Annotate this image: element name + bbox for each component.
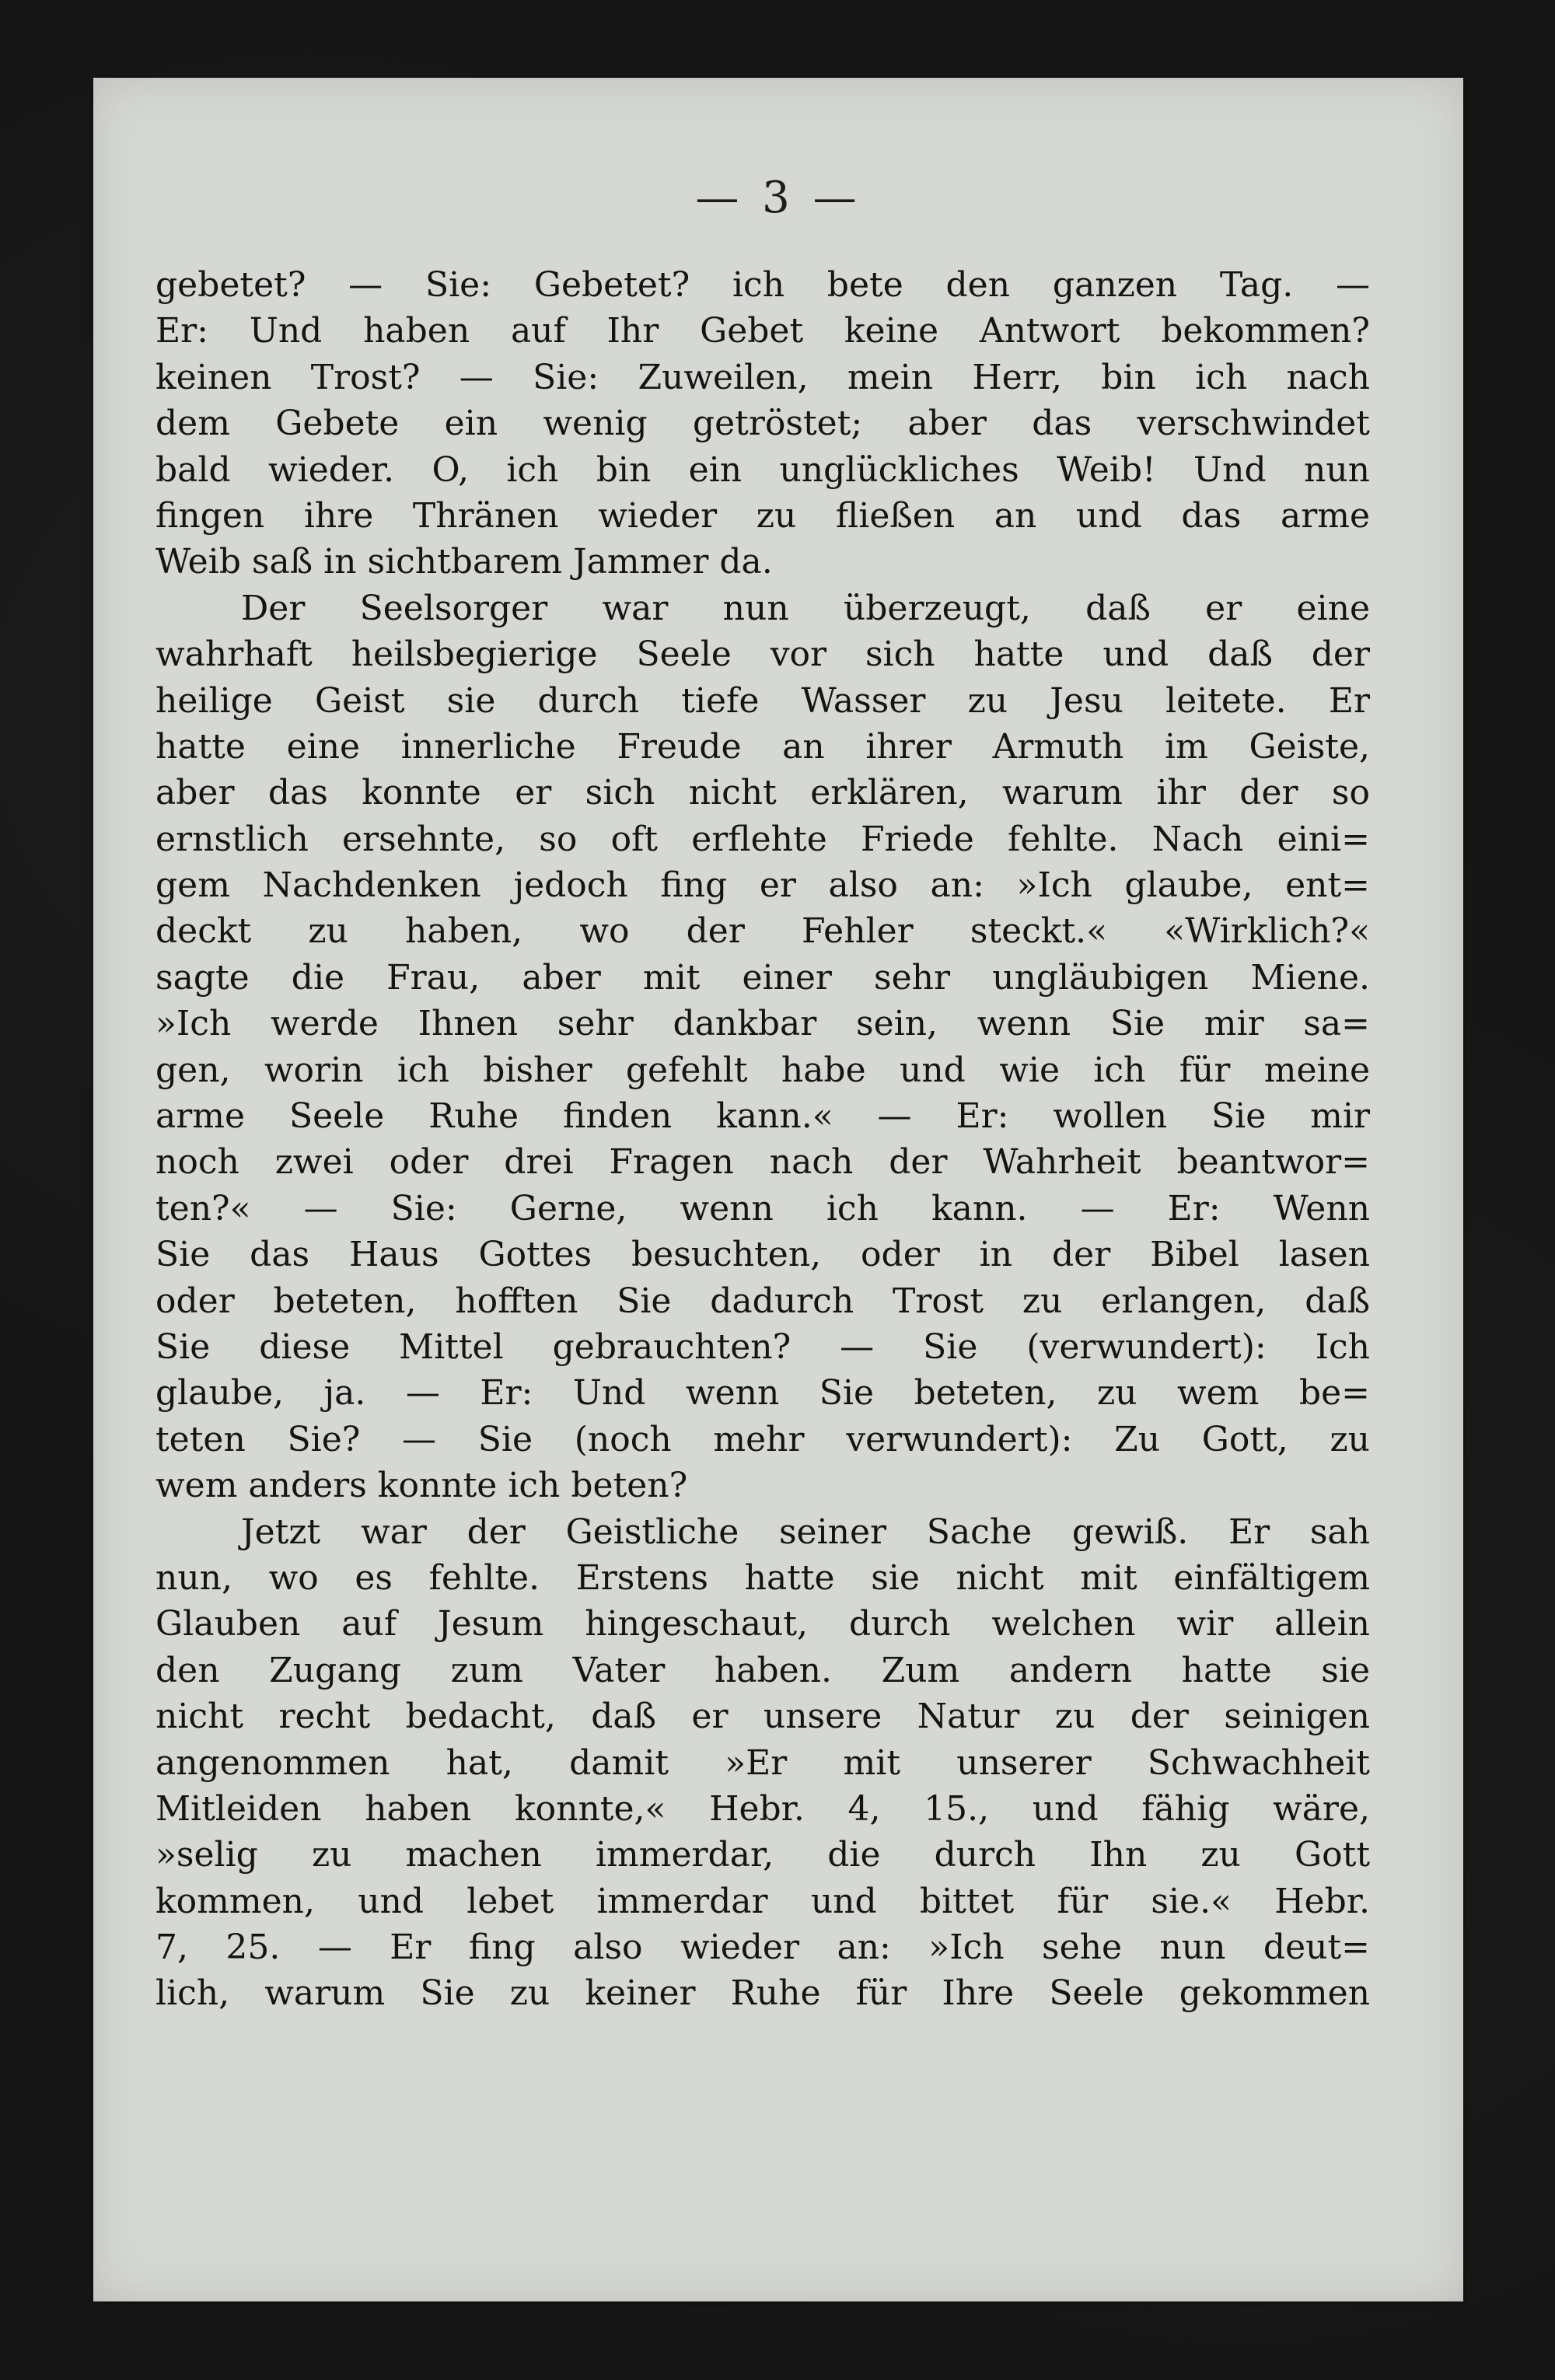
text-line: gen, worin ich bisher gefehlt habe und wie ich für meine (156, 1050, 1370, 1090)
text-line: ernstlich ersehnte, so oft erflehte Friede fehlte. Nach eini= (156, 819, 1370, 859)
text-line: gebetet? — Sie: Gebetet? ich bete den ganzen Tag. — (156, 265, 1370, 305)
text-line: nicht recht bedacht, daß er unsere Natur zu der seinigen (156, 1697, 1370, 1737)
text-line: den Zugang zum Vater haben. Zum andern hatte sie (156, 1650, 1370, 1690)
page-sheet (93, 78, 1463, 2301)
text-line: wahrhaft heilsbegierige Seele vor sich hatte und daß der (156, 634, 1370, 675)
text-line: Glauben auf Jesum hingeschaut, durch welchen wir allein (156, 1604, 1370, 1644)
text-line: gem Nachdenken jedoch fing er also an: »Ich glaube, ent= (156, 865, 1370, 906)
text-line: aber das konnte er sich nicht erklären, warum ihr der so (156, 773, 1370, 813)
text-line: Sie das Haus Gottes besuchten, oder in der Bibel lasen (156, 1235, 1370, 1275)
text-line: lich, warum Sie zu keiner Ruhe für Ihre Seele gekommen (156, 1973, 1370, 2014)
text-line: ten?« — Sie: Gerne, wenn ich kann. — Er: Wenn (156, 1188, 1370, 1228)
text-line: oder beteten, hofften Sie dadurch Trost zu erlangen, daß (156, 1281, 1370, 1321)
text-line: teten Sie? — Sie (noch mehr verwundert): Zu Gott, zu (156, 1419, 1370, 1459)
text-line: kommen, und lebet immerdar und bittet für sie.« Hebr. (156, 1881, 1370, 1921)
text-line: »selig zu machen immerdar, die durch Ihn zu Gott (156, 1835, 1370, 1875)
text-line: angenommen hat, damit »Er mit unserer Schwachheit (156, 1742, 1370, 1783)
text-line: bald wieder. O, ich bin ein unglückliches Weib! Und nun (156, 449, 1370, 490)
body-text (156, 262, 1370, 2017)
text-line: deckt zu haben, wo der Fehler steckt.« «Wirklich?« (156, 911, 1370, 952)
text-line: fingen ihre Thränen wieder zu fließen an und das arme (156, 495, 1370, 536)
text-line: arme Seele Ruhe finden kann.« — Er: wollen Sie mir (156, 1096, 1370, 1137)
text-line: Weib saß in sichtbarem Jammer da. (156, 542, 773, 582)
text-line: dem Gebete ein wenig getröstet; aber das verschwindet (156, 404, 1370, 444)
text-line: wem anders konnte ich beten? (156, 1466, 688, 1506)
text-line: Der Seelsorger war nun überzeugt, daß er eine (241, 588, 1370, 628)
text-line: heilige Geist sie durch tiefe Wasser zu Jesu leitete. Er (156, 680, 1370, 721)
text-line: Sie diese Mittel gebrauchten? — Sie (verwundert): Ich (156, 1326, 1370, 1367)
text-line: hatte eine innerliche Freude an ihrer Armuth im Geiste, (156, 726, 1370, 767)
text-line: Mitleiden haben konnte,« Hebr. 4, 15., und fähig wäre, (156, 1788, 1370, 1829)
text-line: Jetzt war der Geistliche seiner Sache gewiß. Er sah (241, 1512, 1370, 1552)
text-line: keinen Trost? — Sie: Zuweilen, mein Herr, bin ich nach (156, 357, 1370, 397)
text-line: Er: Und haben auf Ihr Gebet keine Antwort bekommen? (156, 311, 1370, 351)
text-line: glaube, ja. — Er: Und wenn Sie beteten, zu wem be= (156, 1373, 1370, 1414)
text-line: noch zwei oder drei Fragen nach der Wahrheit beantwor= (156, 1142, 1370, 1183)
text-line: sagte die Frau, aber mit einer sehr ungläubigen Miene. (156, 957, 1370, 998)
text-line: »Ich werde Ihnen sehr dankbar sein, wenn Sie mir sa= (156, 1004, 1370, 1044)
text-line: nun, wo es fehlte. Erstens hatte sie nicht mit einfältigem (156, 1557, 1370, 1598)
text-line: 7, 25. — Er fing also wieder an: »Ich sehe nun deut= (156, 1927, 1370, 1968)
page-number: — 3 — (695, 173, 861, 223)
